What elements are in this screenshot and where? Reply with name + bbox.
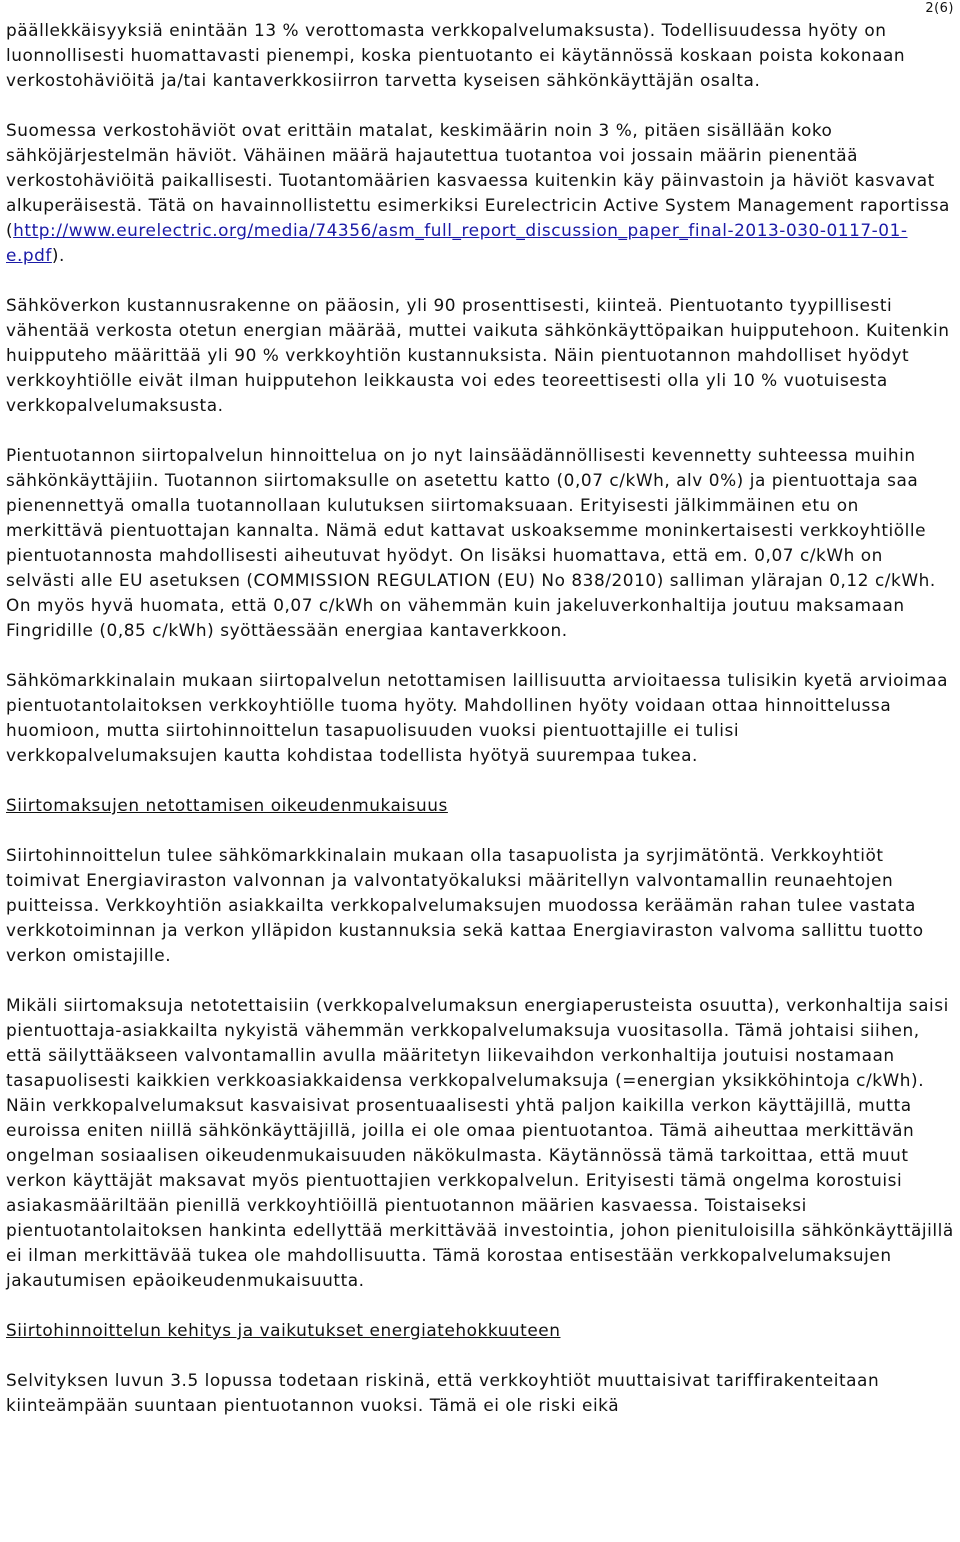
paragraph-cost-structure: Sähköverkon kustannusrakenne on pääosin, yli 90 prosenttisesti, kiinteä. Pientuotanto tyypillisesti vähentää verkosta otetun energian määrää, muttei vaikuta sähkönkäyttöpaikan huipputehoon. Kuitenkin huipputeho määrittää yli 90 % verkkoyhtiön kustannuksista. Näin pientuotannon mahdolliset hyödyt verkkoyhtiölle eivät ilman huipputehon leikkausta voi edes teoreettisesti olla yli 10 % vuotuisesta verkkopalvelumaksusta.	[6, 295, 950, 415]
paragraph-transmission-pricing: Pientuotannon siirtopalvelun hinnoittelua on jo nyt lainsäädännöllisesti kevennetty suhteessa muihin sähkönkäyttäjiin. Tuotannon siirtomaksulle on asetettu katto (0,07 c/kWh, alv 0%) ja pientuottaja saa pienennettyä omalla tuotannollaan kulutuksen siirtomaksuaan. Erityisesti jälkimmäinen etu on merkittävä pientuottajan kannalta. Nämä edut kattavat uskoaksemme moninkertaisesti verkkoyhtiölle pientuotannosta mahdollisesti aiheutuvat hyödyt. On lisäksi huomattava, että em. 0,07 c/kWh on selvästi alle EU asetuksen (COMMISSION REGULATION (EU) No 838/2010) salliman ylärajan 0,12 c/kWh. On myös hyvä huomata, että 0,07 c/kWh on vähemmän kuin jakeluverkonhaltija joutuu maksamaan Fingridille (0,85 c/kWh) syöttäessään energiaa kantaverkkoon.	[6, 445, 936, 640]
paragraph-network-losses-finland	[6, 118, 956, 268]
eurelectric-report-link[interactable]: http://www.eurelectric.org/media/74356/asm_full_report_discussion_paper_final-2013-030-0117-01-e.pdf	[6, 220, 908, 265]
section-heading-fairness: Siirtomaksujen netottamisen oikeudenmukaisuus	[6, 795, 448, 815]
paragraph-netting-consequences: Mikäli siirtomaksuja netotettaisiin (verkkopalvelumaksun energiaperusteista osuutta), verkonhaltija saisi pientuottaja-asiakkailta nykyistä vähemmän verkkopalvelumaksuja vuositasolla. Tämä johtaisi siihen, että säilyttääkseen valvontamallin avulla määritetyn liikevaihdon verkonhaltija joutuisi nostamaan tasapuolisesti kaikkien verkkoasiakkaidensa verkkopalvelumaksuja (=energian yksikköhintoja c/kWh). Näin verkkopalvelumaksut kasvaisivat prosentuaalisesti yhtä paljon kaikilla verkon käyttäjillä, mutta euroissa eniten niillä sähkönkäyttäjillä, joilla ei ole omaa pientuotantoa. Tämä aiheuttaa merkittävän ongelman sosiaalisen oikeudenmukaisuuden näkökulmasta. Käytännössä tämä tarkoittaa, että muut verkon käyttäjät maksavat myös pientuottajien verkkopalvelun. Erityisesti tämä ongelma korostuisi asiakasmääriltään pienillä verkkoyhtiöillä pientuotannon määrien kasvaessa. Toistaiseksi pientuotantolaitoksen hankinta edellyttää merkittävää investointia, johon pienituloisilla sähkönkäyttäjillä ei ilman merkittävää tukea ole mahdollisuutta. Tämä korostaa entisestään verkkopalvelumaksujen jakautumisen epäoikeudenmukaisuutta.	[6, 995, 954, 1290]
page-number: 2(6)	[925, 1, 954, 16]
paragraph-text-before-link: Suomessa verkostohäviöt ovat erittäin matalat, keskimäärin noin 3 %, pitäen sisällään koko sähköjärjestelmän häviöt. Vähäinen määrä hajautettua tuotantoa voi jossain määrin pienentää verkostohäviöitä paikallisesti. Tuotantomäärien kasvaessa kuitenkin käy päinvastoin ja häviöt kasvavat alkuperäisestä. Tätä on havainnollistettu esimerkiksi Eurelectricin Active System Management raportissa (	[6, 120, 950, 240]
paragraph-electricity-market-law: Sähkömarkkinalain mukaan siirtopalvelun netottamisen laillisuutta arvioitaessa tulisikin kyetä arvioimaa pientuotantolaitoksen verkkoyhtiölle tuoma hyöty. Mahdollinen hyöty voidaan ottaa hinnoittelussa huomioon, mutta siirtohinnoittelun tasapuolisuuden vuoksi pientuottajille ei tulisi verkkopalvelumaksujen kautta kohdistaa todellista hyötyä suurempaa tukea.	[6, 670, 949, 765]
paragraph-tariff-structure: Selvityksen luvun 3.5 lopussa todetaan riskinä, että verkkoyhtiöt muuttaisivat tariffirakenteitaan kiinteämpään suuntaan pientuotannon vuoksi. Tämä ei ole riski eikä	[6, 1370, 880, 1415]
paragraph-text-after-link: ).	[51, 245, 65, 265]
paragraph-pricing-equality: Siirtohinnoittelun tulee sähkömarkkinalain mukaan olla tasapuolista ja syrjimätöntä. Verkkoyhtiöt toimivat Energiaviraston valvonnan ja valvontatyökaluksi määritellyn valvontamallin reunaehtojen puitteissa. Verkkoyhtiön asiakkailta verkkopalvelumaksujen muodossa keräämän rahan tulee vastata verkkotoiminnan ja verkon ylläpidon kustannuksia sekä kattaa Energiaviraston valvoma sallittu tuotto verkon omistajille.	[6, 845, 924, 965]
document-body	[6, 18, 956, 1443]
section-heading-pricing-development: Siirtohinnoittelun kehitys ja vaikutukset energiatehokkuuteen	[6, 1320, 561, 1340]
paragraph-network-loss-benefit: päällekkäisyyksiä enintään 13 % verottomasta verkkopalvelumaksusta). Todellisuudessa hyöty on luonnollisesti huomattavasti pienempi, koska pientuotanto ei käytännössä koskaan poista kokonaan verkostohäviöitä ja/tai kantaverkkosiirron tarvetta kyseisen sähkönkäyttäjän osalta.	[6, 20, 906, 90]
